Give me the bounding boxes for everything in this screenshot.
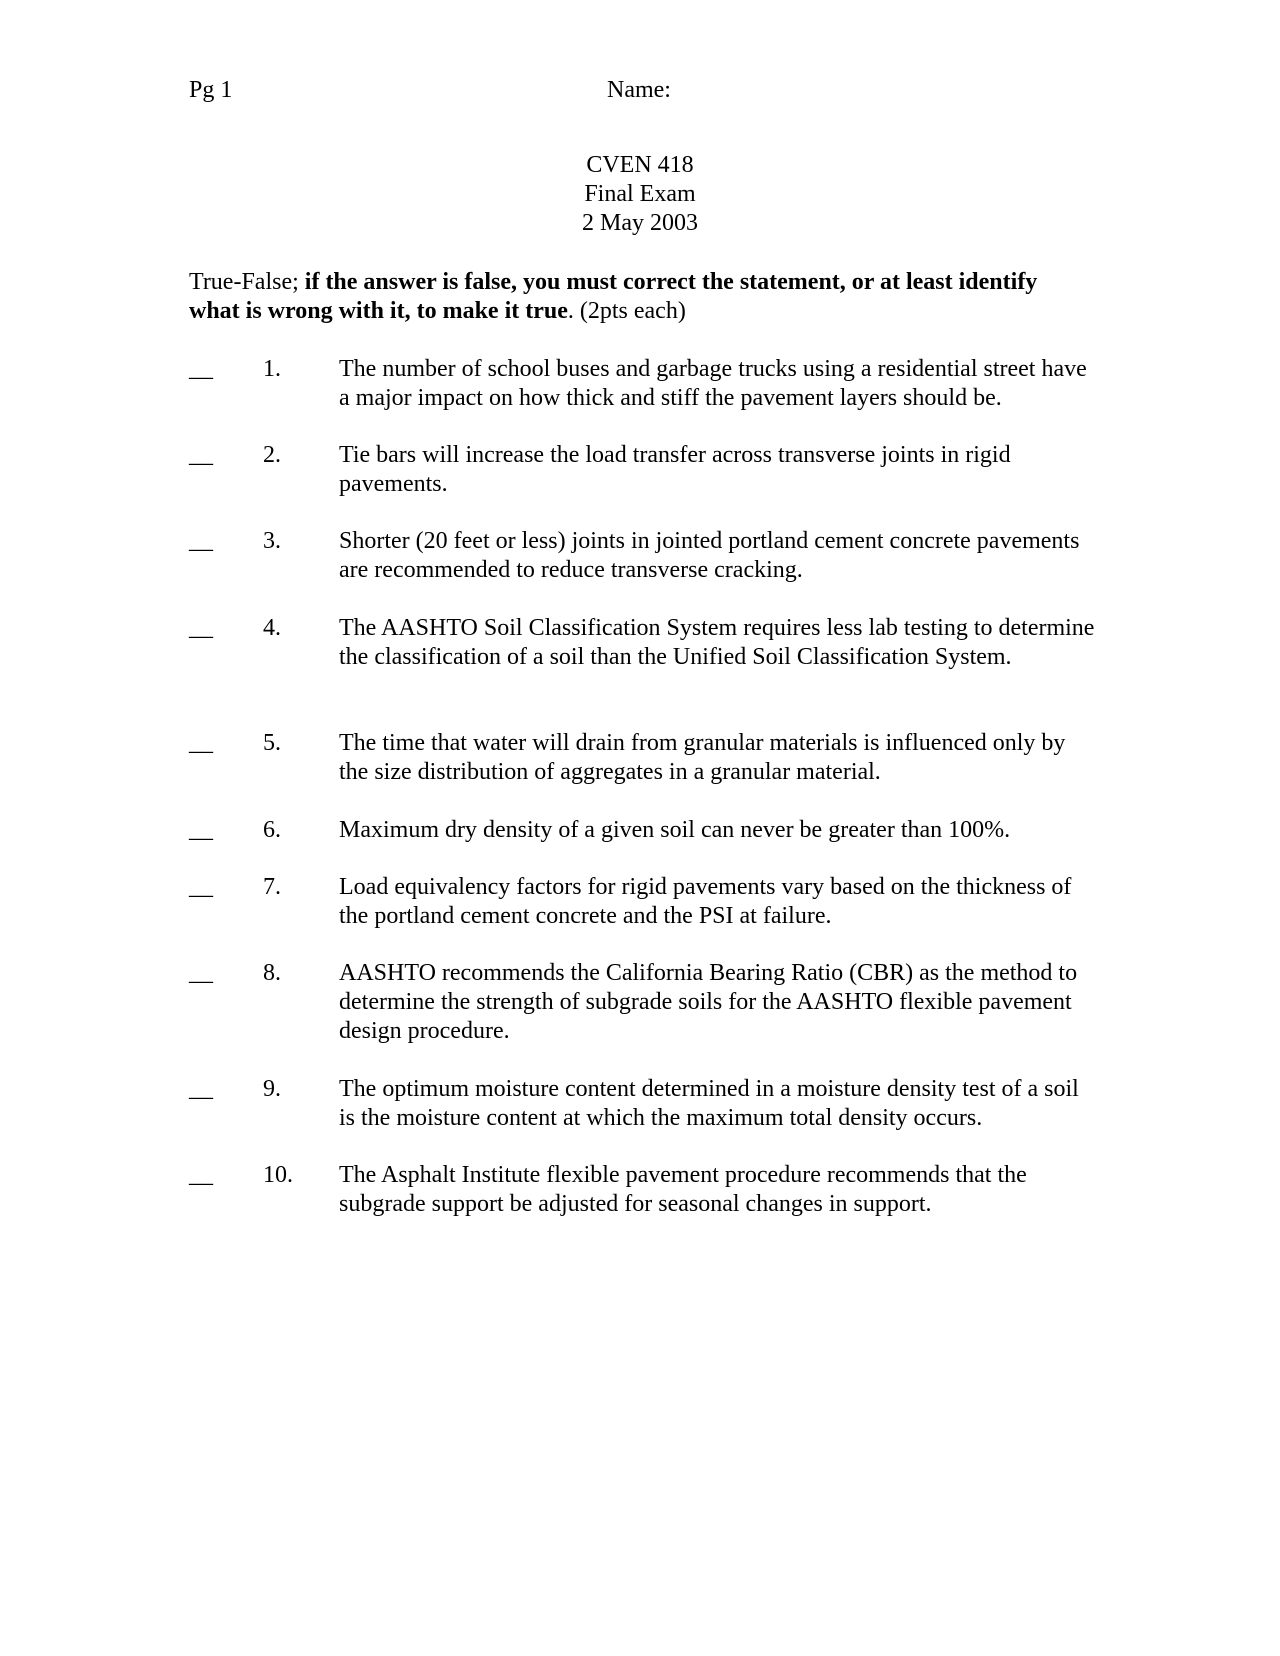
answer-blank[interactable]: __	[189, 442, 213, 468]
question-number: 9.	[263, 1076, 281, 1102]
question-number: 2.	[263, 442, 281, 468]
course-title: CVEN 418	[586, 152, 694, 178]
question-number: 6.	[263, 817, 281, 843]
title-block	[0, 151, 1280, 238]
question-text: The number of school buses and garbage trucks using a residential street have a major impact on how thick and stiff the pavement layers should be.	[339, 356, 1087, 411]
exam-date: 2 May 2003	[582, 210, 698, 236]
instructions-prefix: True-False;	[189, 269, 305, 295]
answer-blank[interactable]: __	[189, 730, 213, 756]
question-number: 3.	[263, 528, 281, 554]
instructions-bold: if the answer is false, you must correct the statement, or at least identify what is wrong with it, to make it true	[189, 269, 1038, 324]
question-number: 1.	[263, 356, 281, 382]
instructions-suffix: . (2pts each)	[567, 298, 686, 324]
answer-blank[interactable]: __	[189, 615, 213, 641]
answer-blank[interactable]: __	[189, 1076, 213, 1102]
answer-blank[interactable]: __	[189, 356, 213, 382]
question-text: Load equivalency factors for rigid pavements vary based on the thickness of the portland cement concrete and the PSI at failure.	[339, 874, 1072, 929]
question-number: 8.	[263, 960, 281, 986]
question-text: The time that water will drain from granular materials is influenced only by the size distribution of aggregates in a granular material.	[339, 730, 1066, 785]
question-text: Tie bars will increase the load transfer across transverse joints in rigid pavements.	[339, 442, 1011, 497]
question-text: AASHTO recommends the California Bearing Ratio (CBR) as the method to determine the strength of subgrade soils for the AASHTO flexible pavement design procedure.	[339, 960, 1078, 1044]
answer-blank[interactable]: __	[189, 528, 213, 554]
answer-blank[interactable]: __	[189, 960, 213, 986]
question-text: Maximum dry density of a given soil can never be greater than 100%.	[339, 817, 1011, 843]
answer-blank[interactable]: __	[189, 817, 213, 843]
page-label: Pg 1	[189, 77, 233, 103]
question-number: 5.	[263, 730, 281, 756]
answer-blank[interactable]: __	[189, 1162, 213, 1188]
instructions	[189, 268, 1089, 326]
question-number: 7.	[263, 874, 281, 900]
question-number: 10.	[263, 1162, 293, 1188]
question-text: The Asphalt Institute flexible pavement procedure recommends that the subgrade support be adjusted for seasonal changes in support.	[339, 1162, 1027, 1217]
exam-title: Final Exam	[584, 181, 696, 207]
name-label: Name:	[607, 77, 671, 103]
question-text: The AASHTO Soil Classification System requires less lab testing to determine the classification of a soil than the Unified Soil Classification System.	[339, 615, 1095, 670]
question-text: Shorter (20 feet or less) joints in jointed portland cement concrete pavements are recommended to reduce transverse cracking.	[339, 528, 1080, 583]
question-text: The optimum moisture content determined in a moisture density test of a soil is the moisture content at which the maximum total density occurs.	[339, 1076, 1079, 1131]
question-number: 4.	[263, 615, 281, 641]
answer-blank[interactable]: __	[189, 874, 213, 900]
